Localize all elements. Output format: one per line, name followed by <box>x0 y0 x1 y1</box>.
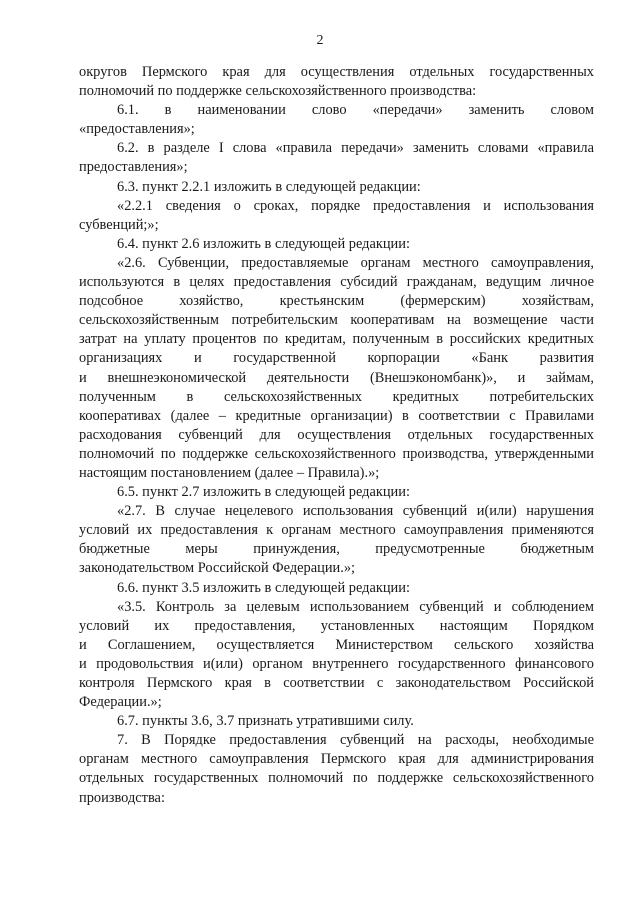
text-line: «2.6. Субвенции, предоставляемые органам местного самоуправления, <box>117 254 594 271</box>
text-line: «предоставления»; <box>79 121 195 138</box>
text-line: контроля Пермского края в соответствии с законодательством Российской <box>79 675 594 691</box>
text-line: используются в целях предоставления субсидий гражданам, ведущим личное <box>79 274 594 291</box>
text-line: подсобное хозяйство, крестьянским (фермерским) хозяйствам, <box>79 293 594 310</box>
document-body <box>79 63 594 808</box>
text-line: настоящим постановлением (далее – Правила).»; <box>79 464 380 481</box>
text-line: и продовольствия и(или) органом внутреннего государственного финансового <box>79 655 594 672</box>
text-line: 6.5. пункт 2.7 изложить в следующей редакции: <box>117 484 410 501</box>
text-line: бюджетные меры принуждения, предусмотренные бюджетным <box>79 541 594 558</box>
text-line: и внешнеэкономической деятельности (Внешэкономбанк)», и займам, <box>79 369 594 386</box>
text-line: 6.1. в наименовании слово «передачи» заменить словом <box>117 102 594 119</box>
text-line: кооперативах (далее – кредитные организации) в соответствии с Правилами <box>79 407 594 424</box>
text-line: 7. В Порядке предоставления субвенций на расходы, необходимые <box>117 732 594 749</box>
text-line: субвенций;»; <box>79 216 159 233</box>
text-line: сельскохозяйственным потребительским кооперативам на возмещение части <box>79 312 594 329</box>
text-line: полученным в сельскохозяйственных кредитных потребительских <box>79 388 594 405</box>
text-line: законодательством Российской Федерации.»; <box>79 560 356 577</box>
text-line: «2.7. В случае нецелевого использования субвенций и(или) нарушения <box>117 503 594 520</box>
text-line: затрат на уплату процентов по кредитам, полученным в российских кредитных <box>79 331 594 348</box>
text-line: 6.2. в разделе I слова «правила передачи» заменить словами «правила <box>117 140 594 157</box>
text-line: 6.3. пункт 2.2.1 изложить в следующей редакции: <box>117 178 421 195</box>
text-line: полномочий по поддержке сельскохозяйственного производства, утвержденными <box>79 445 594 462</box>
text-line: «3.5. Контроль за целевым использованием субвенций и соблюдением <box>117 598 594 615</box>
text-line: округов Пермского края для осуществления отдельных государственных <box>79 64 594 80</box>
page-number: 2 <box>316 33 324 48</box>
text-line: организациях и государственной корпорации «Банк развития <box>79 350 594 367</box>
text-line: 6.4. пункт 2.6 изложить в следующей редакции: <box>117 235 410 252</box>
text-line: предоставления»; <box>79 159 188 176</box>
text-line: условий их предоставления, установленных настоящим Порядком <box>79 617 594 634</box>
text-line: Федерации.»; <box>79 694 162 711</box>
text-line: и Соглашением, осуществляется Министерством сельского хозяйства <box>79 636 594 653</box>
text-line: расходования субвенций для осуществления отдельных государственных <box>79 426 594 443</box>
text-line: органам местного самоуправления Пермского края для администрирования <box>79 751 594 768</box>
text-line: отдельных государственных полномочий по поддержке сельскохозяйственного <box>79 770 594 787</box>
text-line: производства: <box>79 789 165 806</box>
text-line: 6.6. пункт 3.5 изложить в следующей редакции: <box>117 579 410 596</box>
text-line: полномочий по поддержке сельскохозяйственного производства: <box>79 83 477 100</box>
text-line: условий их предоставления к органам местного самоуправления применяются <box>79 522 594 539</box>
text-line: «2.2.1 сведения о сроках, порядке предоставления и использования <box>117 197 594 214</box>
text-line: 6.7. пункты 3.6, 3.7 признать утратившими силу. <box>117 713 414 730</box>
